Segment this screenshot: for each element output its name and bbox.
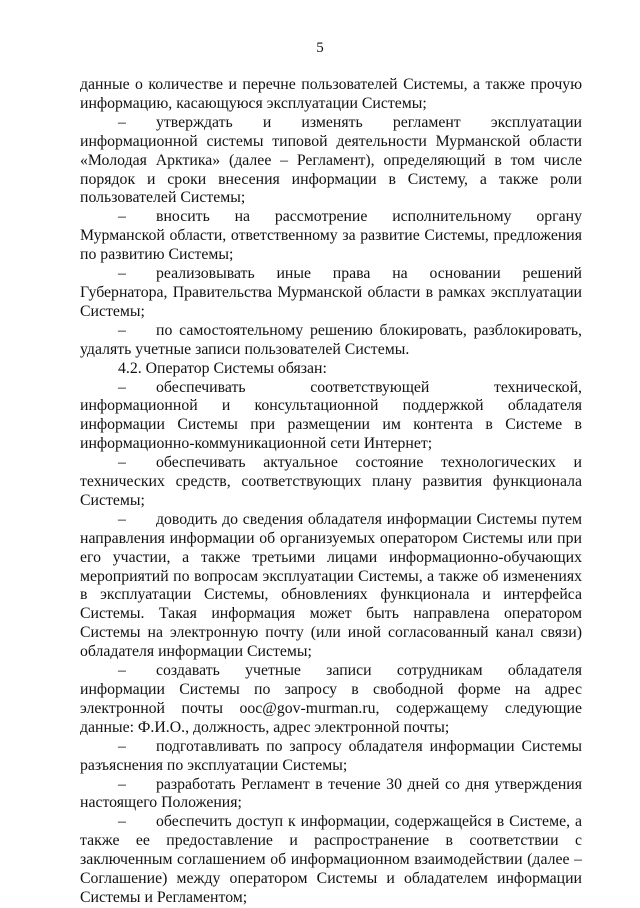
dash-bullet: –	[118, 813, 126, 831]
dash-bullet: –	[118, 265, 126, 283]
list-item-text: обеспечить доступ к информации, содержащейся в Системе, а также ее предоставление и распространение в соответствии с заключенным соглашением об информационном взаимодействии (далее – Соглашение) между оператором Системы и обладателем информации Системы и Регламентом;	[80, 813, 582, 906]
dash-bullet: –	[118, 454, 126, 472]
document-body	[80, 76, 582, 908]
list-item-text: обеспечивать соответствующей технической, информационной и консультационной поддержкой обладателя информации Системы при размещении им контента в Системе в информационно-коммуникационной сети Интернет;	[80, 378, 582, 453]
list-item	[80, 776, 582, 814]
list-item	[80, 511, 582, 662]
section-heading: 4.2. Оператор Системы обязан:	[118, 359, 327, 377]
paragraph-1: данные о количестве и перечне пользователей Системы, а также прочую информацию, касающуюся эксплуатации Системы;	[80, 76, 582, 112]
list-item-text: разработать Регламент в течение 30 дней со дня утверждения настоящего Положения;	[80, 775, 582, 812]
list-item-text: по самостоятельному решению блокировать, разблокировать, удалять учетные записи пользователей Системы.	[80, 321, 582, 358]
list-item-text: вносить на рассмотрение исполнительному органу Мурманской области, ответственному за развитие Системы, предложения по развитию Системы;	[80, 208, 582, 264]
list-item	[80, 208, 582, 265]
dash-bullet: –	[118, 321, 126, 339]
list-item	[80, 379, 582, 455]
dash-bullet: –	[118, 737, 126, 755]
dash-bullet: –	[118, 113, 126, 131]
dash-bullet: –	[118, 208, 126, 226]
list-item-text: создавать учетные записи сотрудникам обладателя информации Системы по запросу в свободной форме на адрес электронной почты ooc@gov-murman.ru, содержащему следующие данные: Ф.И.О., должность, адрес электронной почты;	[80, 662, 582, 736]
dash-bullet: –	[118, 775, 126, 793]
list-item-text: реализовывать иные права на основании решений Губернатора, Правительства Мурманской области в рамках эксплуатации Системы;	[80, 265, 582, 320]
list-item-text: подготавливать по запросу обладателя информации Системы разъяснения по эксплуатации Системы;	[80, 737, 582, 774]
list-item	[80, 662, 582, 738]
list-item	[80, 114, 582, 209]
dash-bullet: –	[118, 510, 126, 528]
dash-bullet: –	[118, 662, 126, 680]
list-item	[80, 738, 582, 776]
list-item	[80, 322, 582, 360]
page-number: 5	[316, 40, 324, 56]
list-item-text: утверждать и изменять регламент эксплуатации информационной системы типовой деятельности Мурманской области «Молодая Арктика» (далее – Регламент), определяющий в том числе порядок и сроки внесения информации в Систему, а также роли пользователей Системы;	[80, 113, 582, 207]
list-item	[80, 813, 582, 908]
list-item	[80, 454, 582, 511]
list-item-text: обеспечивать актуальное состояние технологических и технических средств, соответствующих плану развития функционала Системы;	[80, 454, 582, 509]
list-item	[80, 265, 582, 322]
dash-bullet: –	[118, 378, 126, 396]
list-item-text: доводить до сведения обладателя информации Системы путем направления информации об организуемых оператором Системы или при его участии, а также третьими лицами информационно-обучающих мероприятий по вопросам эксплуатации Системы, а также об изменениях в эксплуатации Системы, обновлениях функционала и интерфейса Системы. Такая информация может быть направлена оператором Системы на электронную почту (или иной согласованный канал связи) обладателя информации Системы;	[80, 510, 582, 661]
